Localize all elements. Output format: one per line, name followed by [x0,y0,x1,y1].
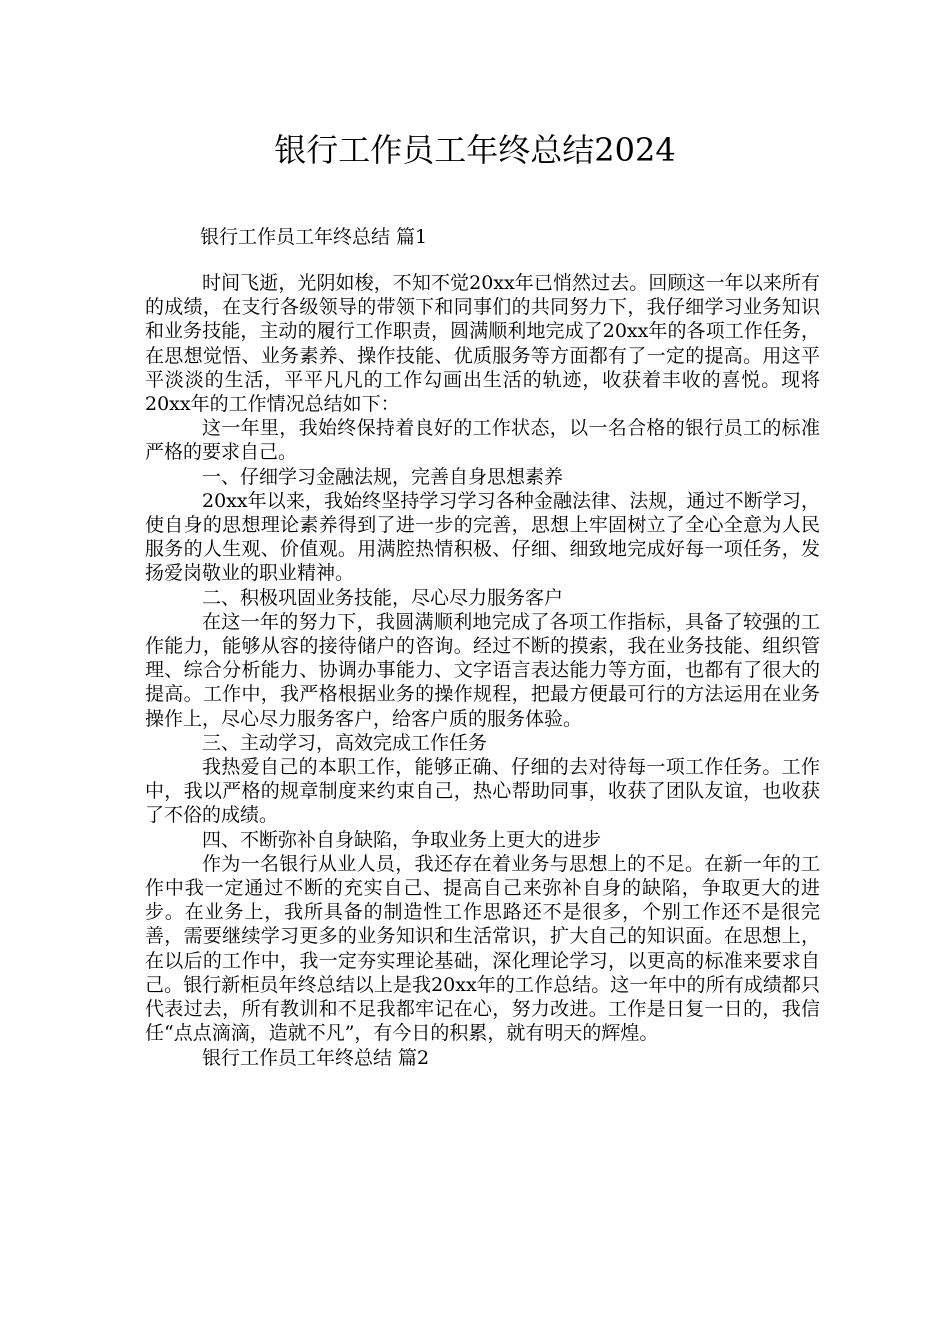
paragraph: 作为一名银行从业人员，我还存在着业务与思想上的不足。在新一年的工作中我一定通过不断的充实自己、提高自己来弥补自身的缺陷，争取更大的进步。在业务上，我所具备的制造性工作思路还不是很多，个别工作还不是很完善，需要继续学习更多的业务知识和生活常识，扩大自己的知识面。在思想上，在以后的工作中，我一定夯实理论基础，深化理论学习，以更高的标准来要求自己。银行新柜员年终总结以上是我20xx年的工作总结。这一年中的所有成绩都只代表过去，所有教训和不足我都牢记在心，努力改进。工作是日复一日的，我信任“点点滴滴，造就不凡”，有今日的积累，就有明天的辉煌。 [145,852,820,1045]
subheading: 三、主动学习，高效完成工作任务 [202,731,488,754]
paragraph: 在这一年的努力下，我圆满顺利地完成了各项工作指标，具备了较强的工作能力，能够从容的接待储户的咨询。经过不断的摸索，我在业务技能、组织管理、综合分析能力、协调办事能力、文字语言表达能力等方面，也都有了很大的提高。工作中，我严格根据业务的操作规程，把最方便最可行的方法运用在业务操作上，尽心尽力服务客户，给客户质的服务体验。 [145,610,820,730]
document-title: 银行工作员工年终总结2024 [274,131,676,169]
section-heading-2: 银行工作员工年终总结 篇2 [202,1046,430,1069]
paragraph: 时间飞逝，光阴如梭，不知不觉20xx年已悄然过去。回顾这一年以来所有的成绩，在支行各级领导的带领下和同事们的共同努力下，我仔细学习业务知识和业务技能，主动的履行工作职责，圆满顺利地完成了20xx年的各项工作任务，在思想觉悟、业务素养、操作技能、优质服务等方面都有了一定的提高。用这平平淡淡的生活，平平凡凡的工作勾画出生活的轨迹，收获着丰收的喜悦。现将20xx年的工作情况总结如下： [145,272,820,416]
subheading: 四、不断弥补自身缺陷，争取业务上更大的进步 [202,828,602,851]
subheading: 二、积极巩固业务技能，尽心尽力服务客户 [202,586,564,609]
document-body [145,271,820,1070]
paragraph: 这一年里，我始终保持着良好的工作状态，以一名合格的银行员工的标准严格的要求自己。 [145,417,820,464]
section-heading-1: 银行工作员工年终总结 篇1 [200,226,428,248]
paragraph: 20xx年以来，我始终坚持学习学习各种金融法律、法规，通过不断学习，使自身的思想理论素养得到了进一步的完善，思想上牢固树立了全心全意为人民服务的人生观、价值观。用满腔热情积极、仔细、细致地完成好每一项任务，发扬爱岗敬业的职业精神。 [145,489,820,585]
subheading: 一、仔细学习金融法规，完善自身思想素养 [202,465,564,488]
paragraph: 我热爱自己的本职工作，能够正确、仔细的去对待每一项工作任务。工作中，我以严格的规章制度来约束自己，热心帮助同事，收获了团队友谊，也收获了不俗的成绩。 [145,756,820,827]
